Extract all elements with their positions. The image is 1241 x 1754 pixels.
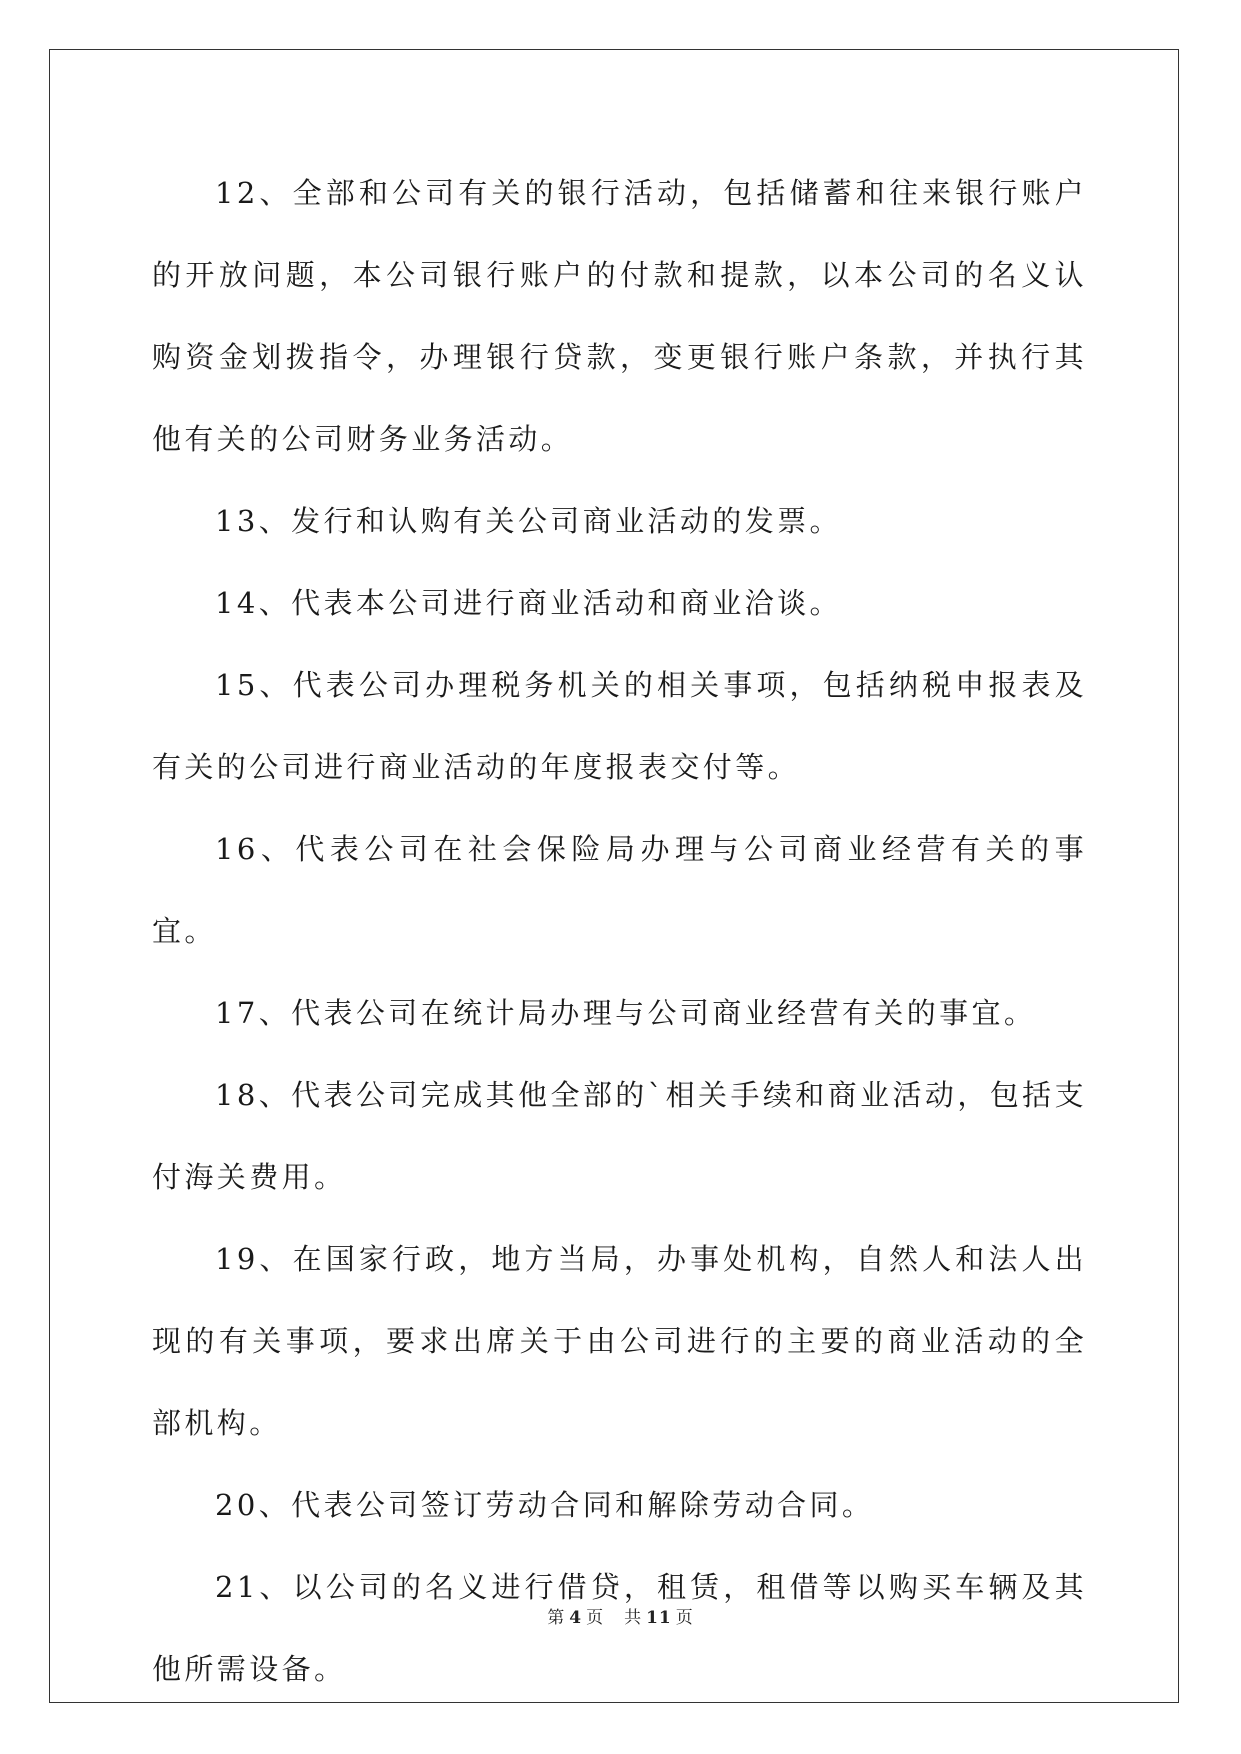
paragraph-12: 12、全部和公司有关的银行活动，包括储蓄和往来银行账户的开放问题，本公司银行账户的付款和提款，以本公司的名义认购资金划拨指令，办理银行贷款，变更银行账户条款，并执行其他有关的公司财务业务活动。 [152,176,1087,456]
document-body [152,152,1087,1710]
paragraph-18: 18、代表公司完成其他全部的`相关手续和商业活动，包括支付海关费用。 [152,1078,1087,1194]
paragraph-14: 14、代表本公司进行商业活动和商业洽谈。 [215,586,842,620]
page-prefix: 第 [547,1608,566,1628]
paragraph-16: 16、代表公司在社会保险局办理与公司商业经营有关的事宜。 [152,832,1087,948]
total-suffix: 页 [675,1608,694,1628]
total-pages: 11 [646,1608,672,1628]
paragraph-21: 21、以公司的名义进行借贷，租赁，租借等以购买车辆及其他所需设备。 [152,1570,1087,1686]
paragraph-20: 20、代表公司签订劳动合同和解除劳动合同。 [215,1488,875,1522]
paragraph-15: 15、代表公司办理税务机关的相关事项，包括纳税申报表及有关的公司进行商业活动的年度报表交付等。 [152,668,1087,784]
page-suffix: 页 [586,1608,605,1628]
total-prefix: 共 [624,1608,643,1628]
paragraph-17: 17、代表公司在统计局办理与公司商业经营有关的事宜。 [215,996,1037,1030]
paragraph-19: 19、在国家行政，地方当局，办事处机构，自然人和法人出现的有关事项，要求出席关于由公司进行的主要的商业活动的全部机构。 [152,1242,1087,1440]
page-number: 4 [569,1608,583,1628]
page-footer [0,1603,1241,1628]
paragraph-13: 13、发行和认购有关公司商业活动的发票。 [215,504,842,538]
